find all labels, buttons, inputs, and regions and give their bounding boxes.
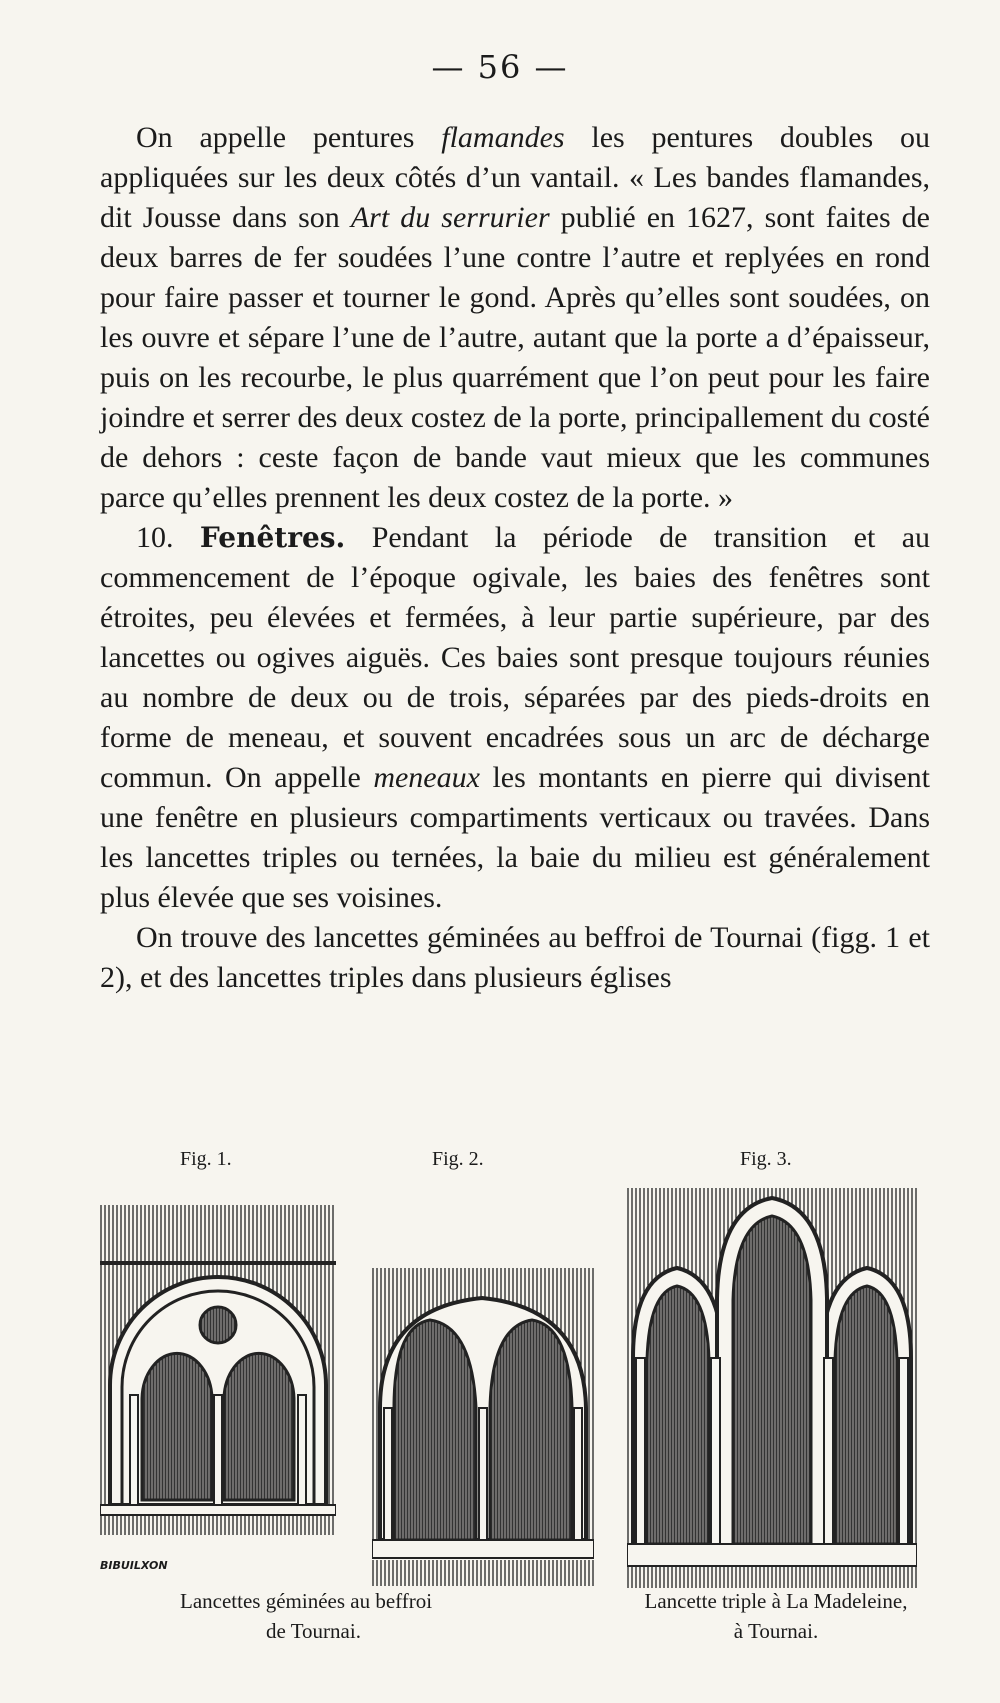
- caption-right: Lancette triple à La Madeleine, à Tournai.: [644, 1589, 908, 1643]
- page-number: — 56 —: [431, 48, 569, 86]
- engraver-signature: BIBUILXON: [100, 1559, 168, 1572]
- book-title: Art du serrurier: [350, 201, 550, 234]
- fig2-label: Fig. 2.: [432, 1148, 484, 1170]
- term-meneaux: meneaux: [373, 761, 480, 794]
- caption-left: Lancettes géminées au beffroi de Tournai.: [180, 1589, 433, 1643]
- paragraph-lancettes: On trouve des lancettes géminées au beffroi de Tournai (figg. 1 et 2), et des lancettes triples dans plusieurs églises: [100, 921, 930, 994]
- section-title: Fenêtres.: [199, 521, 346, 554]
- figure-1-illustration: [100, 1205, 336, 1555]
- figure-2-illustration: [372, 1268, 594, 1586]
- figure-3-illustration: [627, 1188, 917, 1588]
- fig1-label: Fig. 1.: [180, 1148, 232, 1170]
- fig3-label: Fig. 3.: [740, 1148, 792, 1170]
- term-flamandes: flamandes: [441, 121, 565, 154]
- paragraph-fenetres: 10. Fenêtres. Pendant la période de transition et au commencement de l’époque ogivale, les baies des fenêtres sont étroites, peu élevées et fermées, à leur partie supérieure, par des lancettes ou ogives aiguës. Ces baies sont presque toujours réunies au nombre de deux ou de trois, séparées par des pieds-droits en forme de meneau, et souvent encadrées sous un arc de décharge commun. On appelle meneaux les montants en pierre qui divisent une fenêtre en plusieurs compartiments verticaux ou travées. Dans les lancettes triples ou ternées, la baie du milieu est généralement plus élevée que ses voisines.: [100, 521, 931, 914]
- body-text: [100, 118, 930, 998]
- paragraph-pentures: On appelle pentures flamandes les pentures doubles ou appliquées sur les deux côtés d’un vantail. « Les bandes flamandes, dit Jousse dans son Art du serrurier publié en 1627, sont faites de deux barres de fer soudées l’une contre l’autre et replyées en rond pour faire passer et tourner le gond. Après qu’elles sont soudées, on les ouvre et sépare l’une de l’autre, autant que la porte a d’épaisseur, puis on les recourbe, le plus quarrément que l’on peut pour les faire joindre et serrer des deux costez de la porte, principallement du costé de dehors : ceste façon de bande vaut mieux que les communes parce qu’elles prennent les deux costez de la porte. »: [100, 121, 930, 514]
